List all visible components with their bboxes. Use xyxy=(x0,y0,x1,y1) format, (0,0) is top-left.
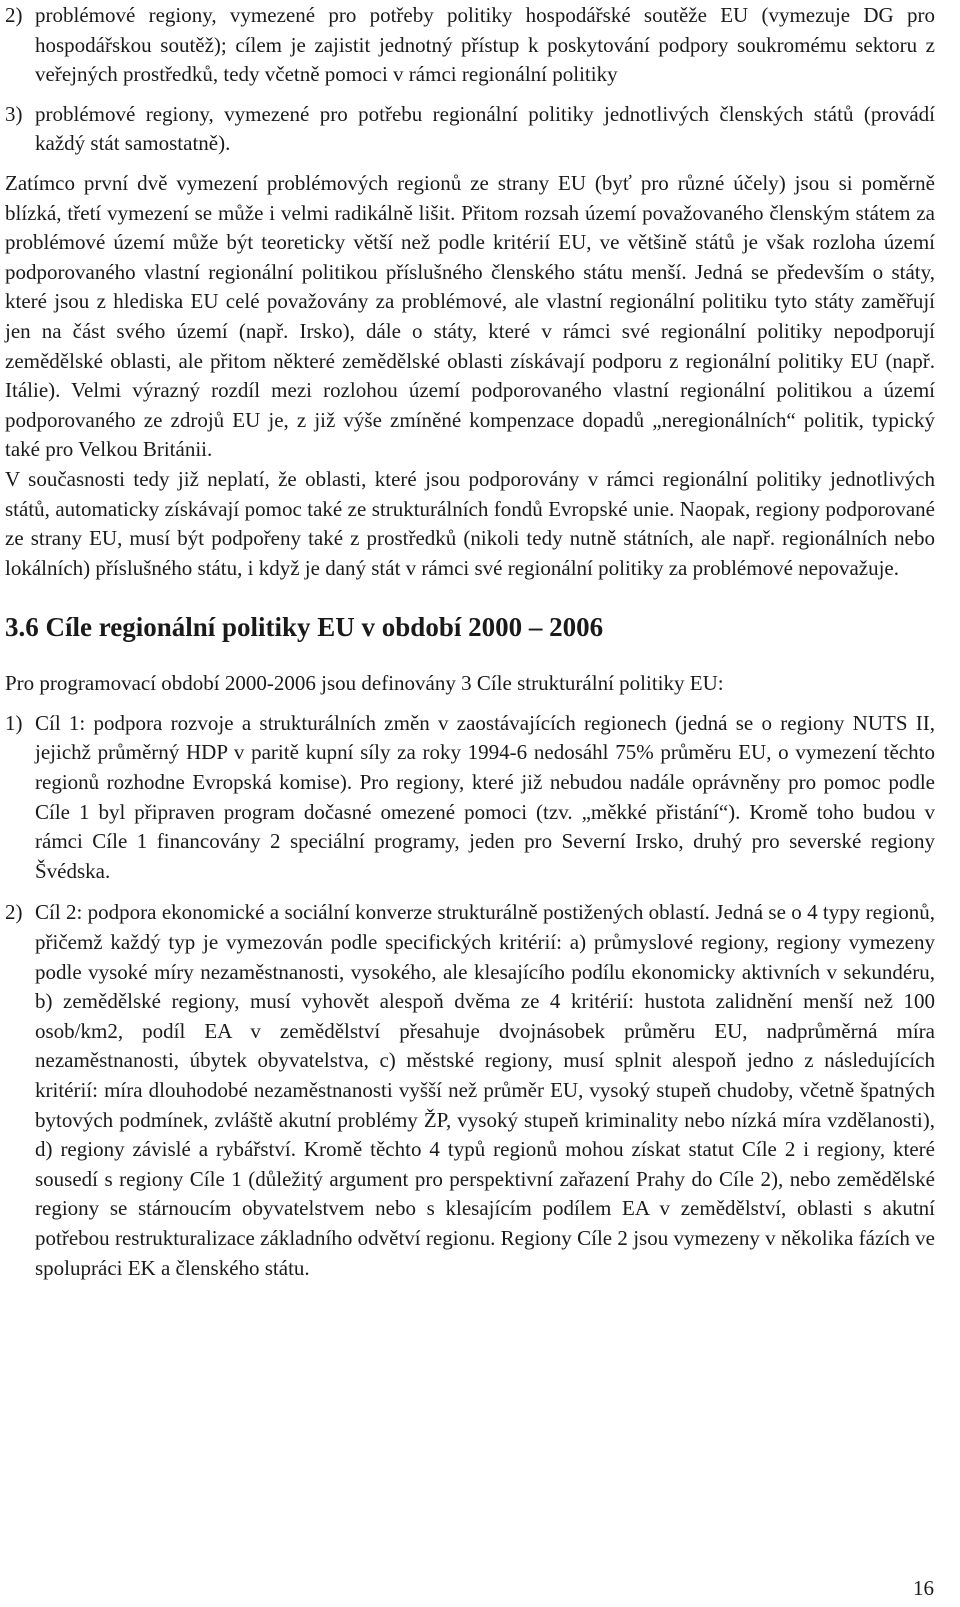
document-page xyxy=(5,0,935,1283)
goal-item xyxy=(5,709,935,887)
list-item-text: problémové regiony, vymezené pro potřeby politiky hospodářské soutěže EU (vymezuje DG pro hospodářskou soutěž); cílem je zajistit jednotný přístup k poskytování podpory soukromému sektoru z veřejných prostředků, tedy včetně pomoci v rámci regionální politiky xyxy=(35,3,935,87)
goal-number: 1) xyxy=(5,710,23,735)
goal-text: Cíl 1: podpora rozvoje a strukturálních změn v zaostávajících regionech (jedná se o regiony NUTS II, jejichž průměrný HDP v paritě kupní síly za roky 1994-6 nedosáhl 75% průměru EU, o vymezení těchto regionů rozhodne Evropská komise). Pro regiony, které již nebudou nadále oprávněny pro pomoc podle Cíle 1 byl připraven program dočasné omezené pomoci (tzv. „měkké přistání“). Kromě toho budou v rámci Cíle 1 financovány 2 speciální programy, jeden pro Severní Irsko, druhý pro severské regiony Švédska. xyxy=(35,710,935,883)
goal-text: Cíl 2: podpora ekonomické a sociální konverze strukturálně postižených oblastí. Jedná se o 4 typy regionů, přičemž každý typ je vymezován podle specifických kritérií: a) průmyslové regiony, regiony vymezeny podle vysoké míry nezaměstnanosti, vysokého, ale klesajícího podílu ekonomicky aktivních v sekundéru, b) zemědělské regiony, musí vyhovět alespoň dvěma ze 4 kritérií: hustota zalidnění menší než 100 osob/km2, podíl EA v zemědělství přesahuje dvojnásobek průměru EU, nadprůměrná míra nezaměstnanosti, úbytek obyvatelstva, c) městské regiony, musí splnit alespoň jedno z následujících kritérií: míra dlouhodobé nezaměstnanosti vyšší než průměr EU, vysoký stupeň chudoby, včetně špatných bytových podmínek, zvláště akutní problémy ŽP, vysoký stupeň kriminality nebo nízká míra vzdělanosti), d) regiony závislé a rybářství. Kromě těchto 4 typů regionů mohou získat statut Cíle 2 i regiony, které sousedí s regiony Cíle 1 (důležitý argument pro perspektivní zařazení Prahy do Cíle 2), nebo zemědělské regiony se stárnoucím obyvatelstvem nebo s klesajícím podílem EA v zemědělství, oblasti s akutní potřebou restrukturalizace základního odvětví regionu. Regiony Cíle 2 jsou vymezeny v několika fázích ve spolupráci EK a členského státu. xyxy=(35,900,935,1280)
page-number: 16 xyxy=(913,1576,934,1600)
section-heading: 3.6 Cíle regionální politiky EU v období 2000 – 2006 xyxy=(5,612,604,643)
paragraph: Zatímco první dvě vymezení problémových regionů ze strany EU (byť pro různé účely) jsou si poměrně blízká, třetí vymezení se může i velmi radikálně lišit. Přitom rozsah území považovaného členským státem za problémové území může být teoreticky větší než podle kritérií EU, ve většině států je však rozloha území podporovaného vlastní regionální politikou příslušného členského státu menší. Jedná se především o státy, které jsou z hlediska EU celé považovány za problémové, ale vlastní regionální politiku tyto státy zaměřují jen na část svého území (např. Irsko), dále o státy, které v rámci své regionální politiky nepodporují zemědělské oblasti, ale přitom některé zemědělské oblasti získávají podporu z regionální politiky EU (např. Itálie). Velmi výrazný rozdíl mezi rozlohou území podporovaného vlastní regionální politikou a území podporovaného ze zdrojů EU je, z již výše zmíněné kompenzace dopadů „neregionálních“ politik, typický také pro Velkou Británii. xyxy=(5,170,935,462)
list-item xyxy=(5,100,935,159)
list-item xyxy=(5,1,935,90)
list-item-number: 3) xyxy=(5,101,23,126)
list-item-text: problémové regiony, vymezené pro potřebu regionální politiky jednotlivých členských států (provádí každý stát samostatně). xyxy=(35,101,935,156)
list-item-number: 2) xyxy=(5,3,23,27)
goal-number: 2) xyxy=(5,900,23,925)
goal-item xyxy=(5,898,935,1283)
paragraph: V současnosti tedy již neplatí, že oblasti, které jsou podporovány v rámci regionální politiky jednotlivých států, automaticky získávají pomoc také ze strukturálních fondů Evropské unie. Naopak, regiony podporované ze strany EU, musí být podpořeny také z prostředků (nikoli tedy nutně státních, ale např. regionálních nebo lokálních) příslušného státu, i když je daný stát v rámci své regionální politiky za problémové nepovažuje. xyxy=(5,466,935,580)
section-intro: Pro programovací období 2000-2006 jsou definovány 3 Cíle strukturální politiky EU: xyxy=(5,671,724,696)
